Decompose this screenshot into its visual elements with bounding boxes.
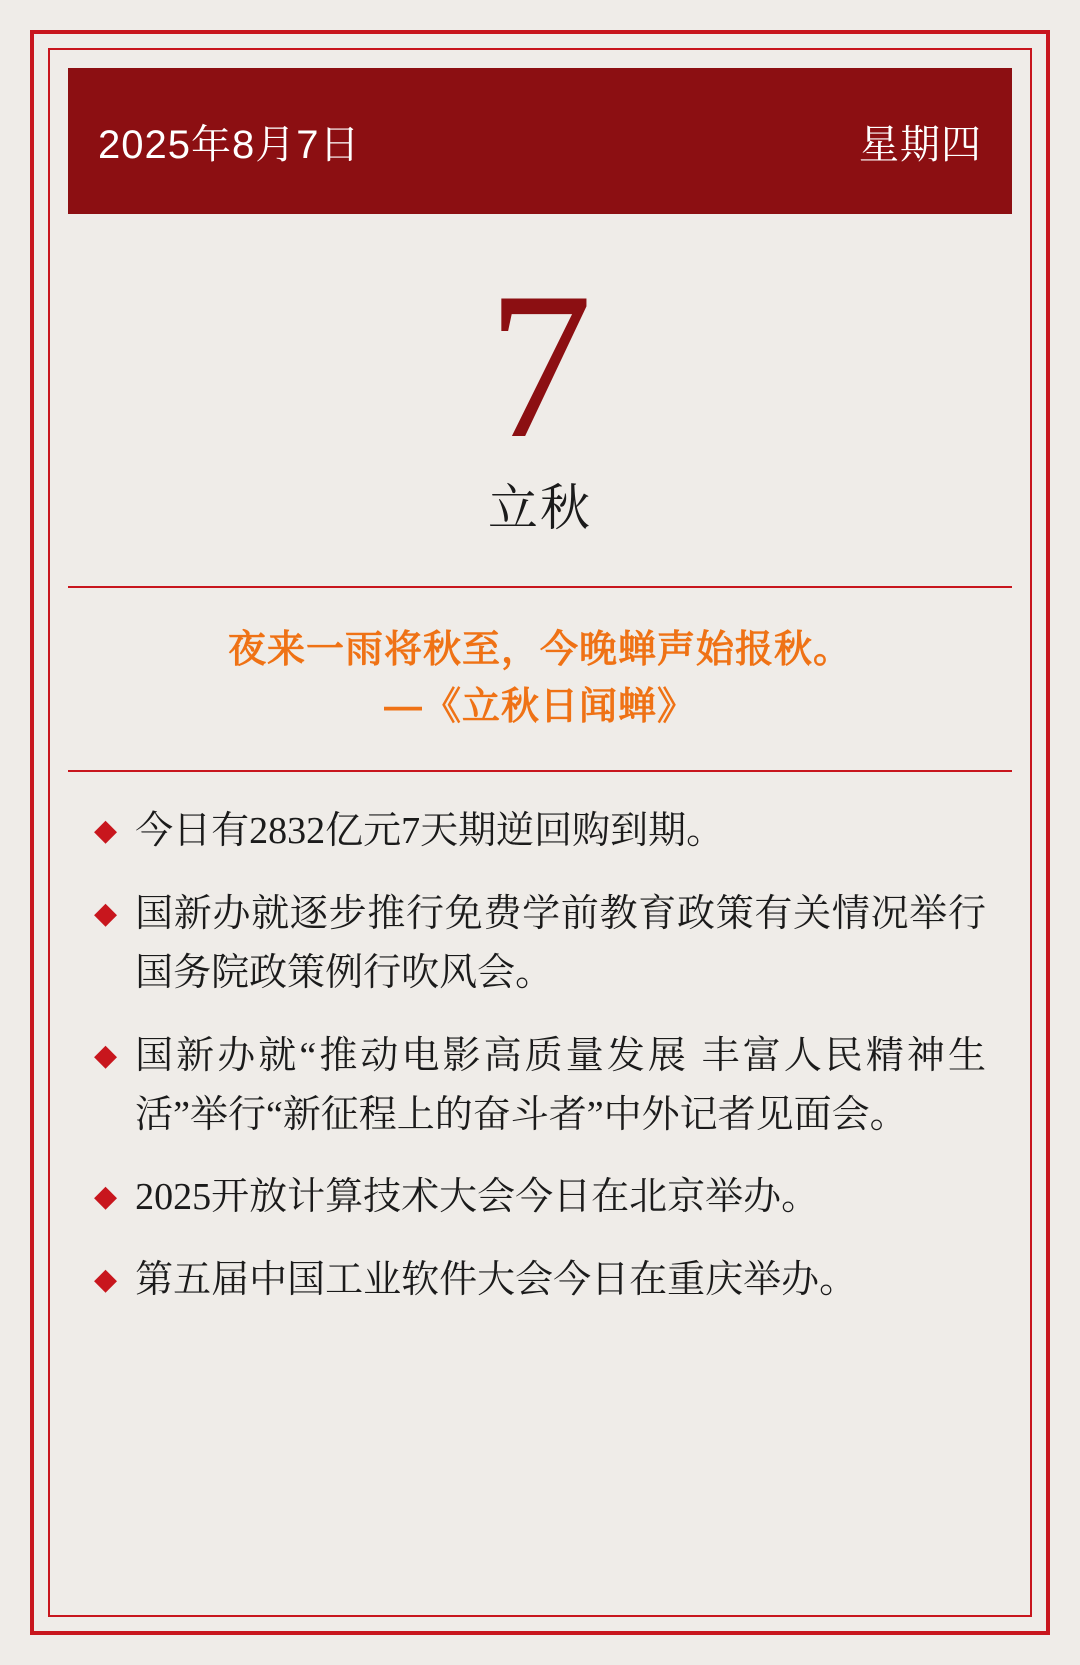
news-item-text: 今日有2832亿元7天期逆回购到期。 — [135, 810, 725, 852]
diamond-bullet-icon: ◆ — [94, 1180, 118, 1214]
news-item-text: 第五届中国工业软件大会今日在重庆举办。 — [135, 1259, 858, 1302]
list-item — [94, 1027, 986, 1145]
calendar-header — [68, 68, 1012, 214]
list-item — [94, 802, 986, 861]
diamond-bullet-icon: ◆ — [94, 896, 118, 930]
day-number: 7 — [487, 250, 593, 483]
poem-block — [68, 588, 1012, 772]
calendar-inner-frame — [48, 48, 1032, 1617]
header-date: 2025年8月7日 — [98, 122, 361, 167]
calendar-card — [30, 30, 1050, 1635]
list-item — [94, 885, 986, 1003]
news-list — [68, 772, 1012, 1597]
news-item-text: 国新办就逐步推行免费学前教育政策有关情况举行国务院政策例行吹风会。 — [135, 892, 986, 994]
news-item-text: 2025开放计算技术大会今日在北京举办。 — [135, 1176, 820, 1219]
list-item — [94, 1168, 986, 1227]
poem-line-1: 夜来一雨将秋至，今晚蝉声始报秋。 — [227, 629, 852, 671]
diamond-bullet-icon: ◆ — [94, 1263, 118, 1297]
day-block — [68, 214, 1012, 588]
poem-line-2: —《立秋日闻蝉》 — [383, 686, 696, 728]
solar-term-label: 立秋 — [488, 479, 592, 536]
news-item-text: 国新办就“推动电影高质量发展 丰富人民精神生活”举行“新征程上的奋斗者”中外记者见面会。 — [135, 1034, 986, 1136]
diamond-bullet-icon: ◆ — [94, 814, 118, 847]
diamond-bullet-icon: ◆ — [94, 1038, 118, 1072]
header-weekday: 星期四 — [859, 122, 982, 167]
list-item — [94, 1251, 986, 1310]
